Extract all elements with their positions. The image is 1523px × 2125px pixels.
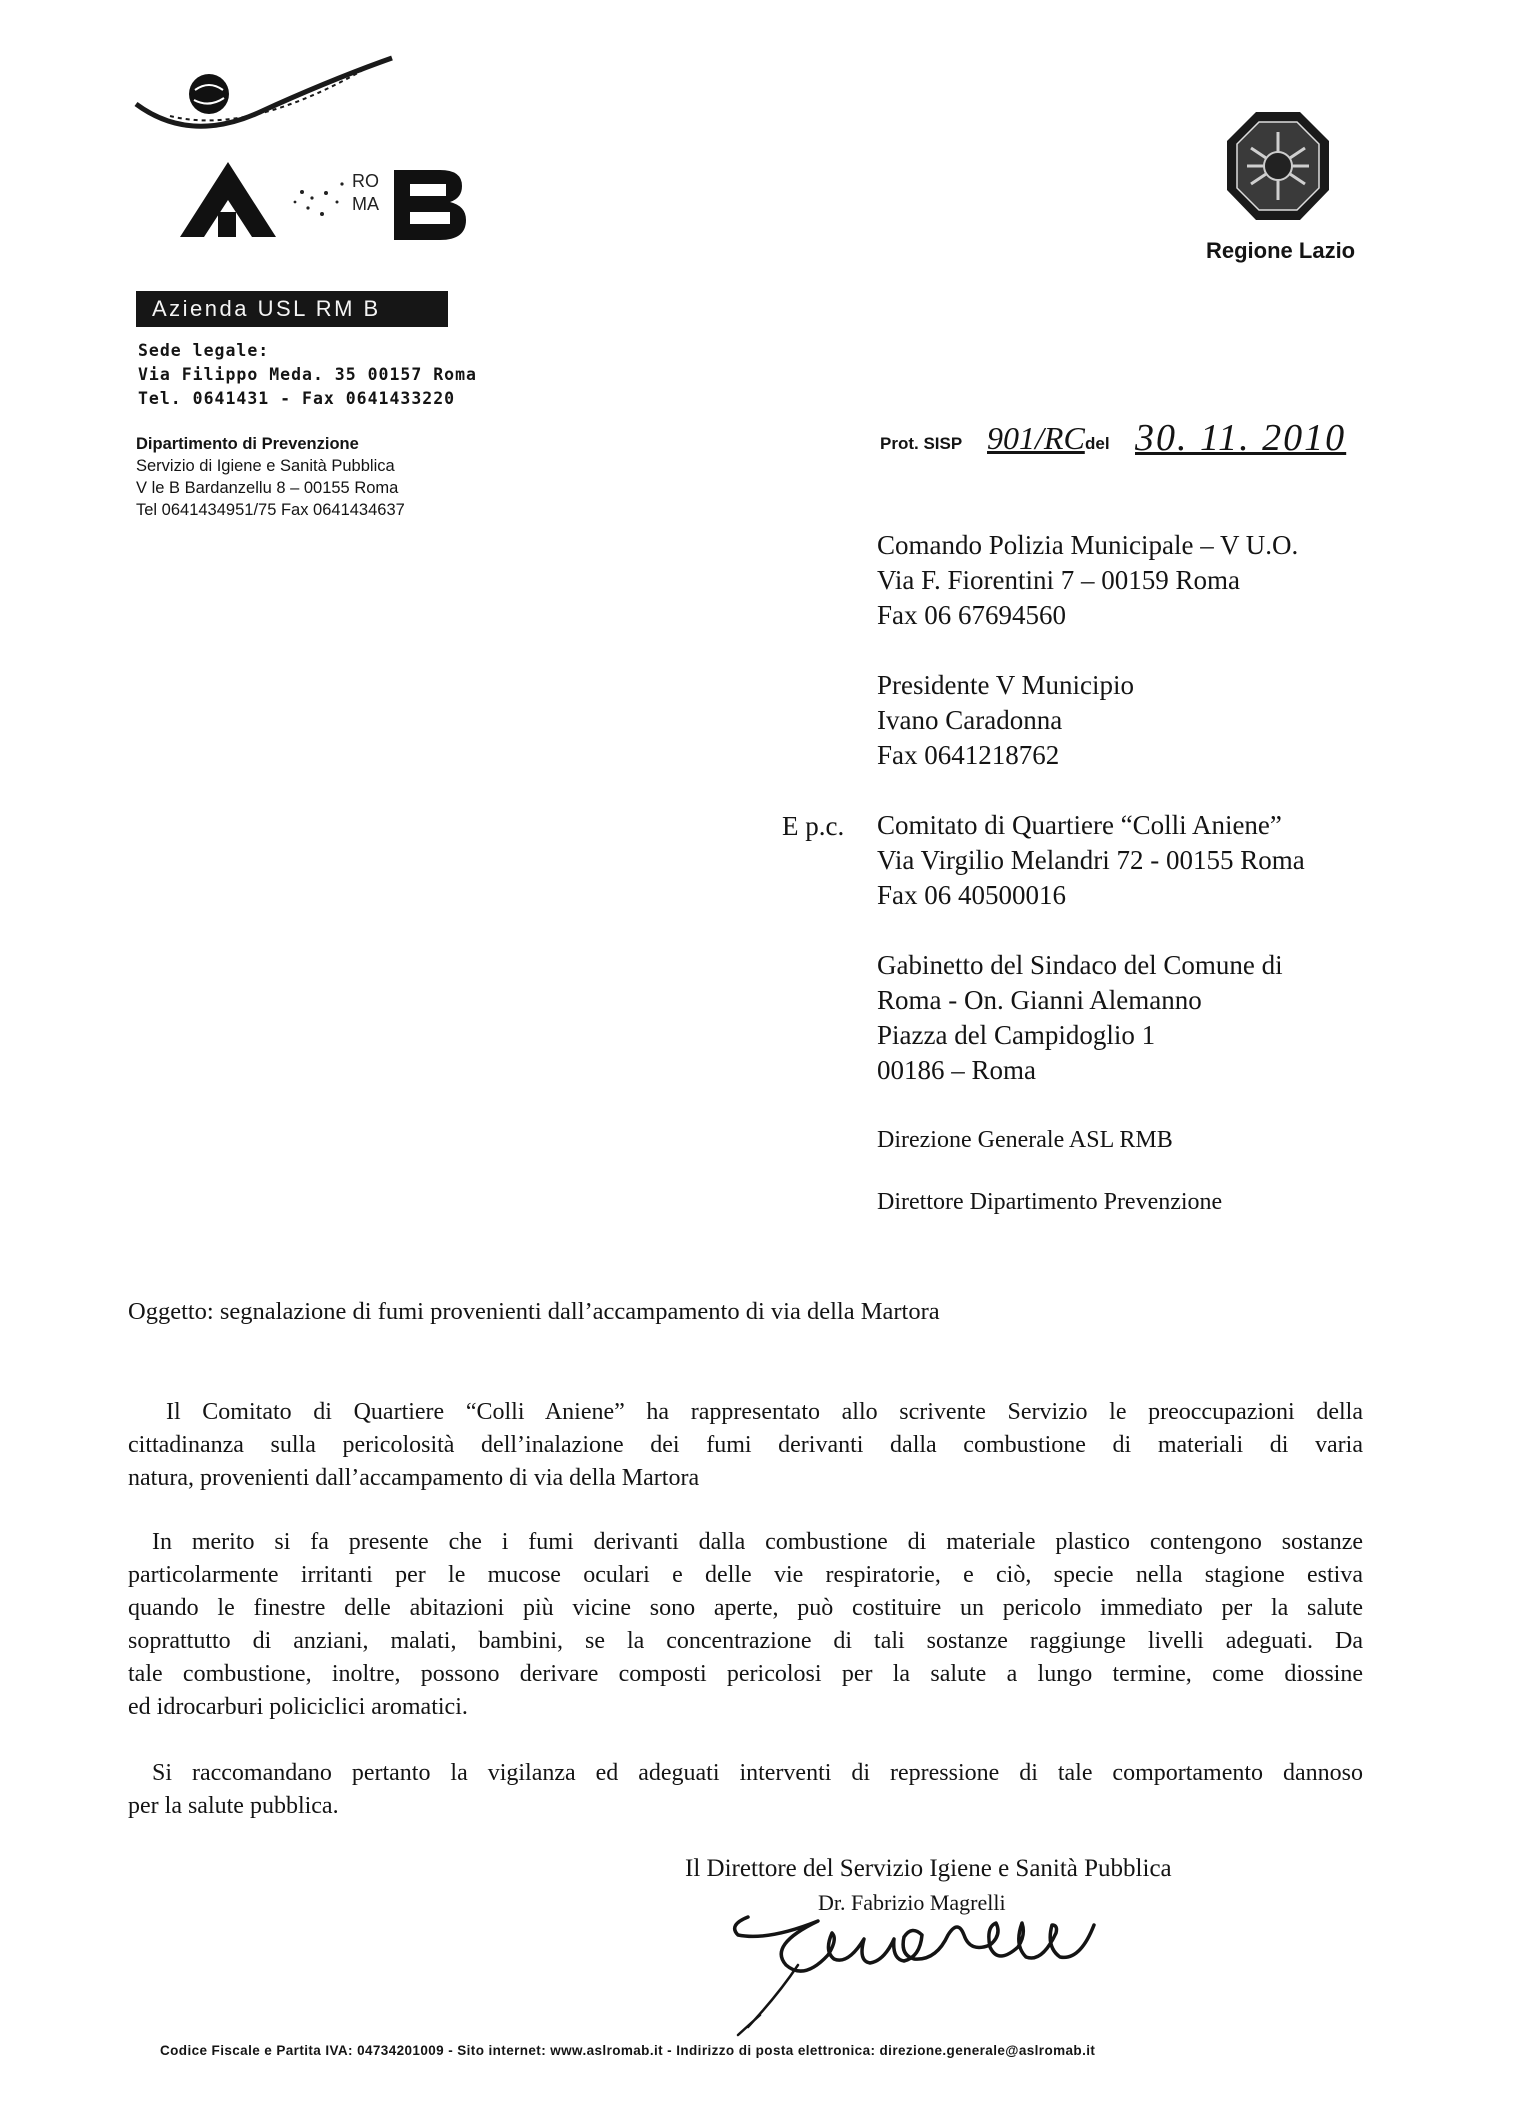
- recipient-gabinetto: [877, 948, 1305, 1088]
- department-phone: Tel 0641434951/75 Fax 0641434637: [136, 501, 405, 519]
- footer-fiscal-info: Codice Fiscale e Partita IVA: 04734201009 - Sito internet: www.aslromab.it - Indirizzo di posta elettronica: direzione.generale@aslromab.it: [160, 2043, 1096, 2058]
- recipient-line: Fax 06 40500016: [877, 880, 1066, 910]
- signatory-name: Dr. Fabrizio Magrelli: [818, 1890, 1006, 1915]
- regione-lazio-emblem: [1223, 108, 1333, 228]
- recipient-line: Direttore Dipartimento Prevenzione: [877, 1189, 1223, 1215]
- recipient-line: Gabinetto del Sindaco del Comune di: [877, 950, 1283, 980]
- sede-label: Sede legale:: [138, 341, 270, 360]
- recipient-line: Roma - On. Gianni Alemanno: [877, 985, 1202, 1015]
- body-line: cittadinanza sulla pericolosità dell’inalazione dei fumi derivanti dalla combustione di materiali di varia: [128, 1432, 1363, 1458]
- protocol-del-label: del: [1085, 434, 1110, 453]
- protocol-date: 30. 11. 2010: [1135, 417, 1347, 459]
- brand-bar: Azienda USL RM B: [136, 291, 448, 327]
- sede-address: Via Filippo Meda. 35 00157 Roma: [138, 365, 477, 384]
- department-name: Dipartimento di Prevenzione: [136, 435, 359, 453]
- recipients: [877, 528, 1305, 1255]
- recipient-line: Fax 0641218762: [877, 740, 1060, 770]
- sede-phone: Tel. 0641431 - Fax 0641433220: [138, 389, 456, 408]
- body-line: Il Comitato di Quartiere “Colli Aniene” ha rappresentato allo scrivente Servizio le preoccupazioni della: [166, 1399, 1363, 1425]
- recipient-line: Ivano Caradonna: [877, 705, 1063, 735]
- service-name: Servizio di Igiene e Sanità Pubblica: [136, 457, 395, 475]
- body-line: ed idrocarburi policiclici aromatici.: [128, 1694, 468, 1720]
- recipient-line: Presidente V Municipio: [877, 670, 1134, 700]
- recipient-line: Via Virgilio Melandri 72 - 00155 Roma: [877, 845, 1305, 875]
- signatory-title: Il Direttore del Servizio Igiene e Sanità Pubblica: [685, 1855, 1172, 1882]
- department-block: [136, 433, 405, 521]
- recipient-line: Direzione Generale ASL RMB: [877, 1127, 1173, 1153]
- region-label: Regione Lazio: [1206, 238, 1356, 263]
- recipient-direttore: [877, 1185, 1305, 1220]
- recipient-line: Comando Polizia Municipale – V U.O.: [877, 530, 1299, 560]
- body-line: soprattutto di anziani, malati, bambini, se la concentrazione di tali sostanze raggiunge livelli adeguati. Da: [128, 1628, 1363, 1654]
- department-address: V le B Bardanzellu 8 – 00155 Roma: [136, 479, 399, 497]
- recipient-comitato: [877, 808, 1305, 913]
- body-line: particolarmente irritanti per le mucose oculari e delle vie respiratorie, e ciò, specie nella stagione estiva: [128, 1562, 1363, 1588]
- body-line: per la salute pubblica.: [128, 1793, 339, 1819]
- recipient-presidente: [877, 668, 1305, 773]
- body-line: natura, provenienti dall’accampamento di via della Martora: [128, 1465, 700, 1491]
- logo-ma: MA: [352, 194, 379, 214]
- body-paragraph-2: [128, 1526, 1363, 1724]
- epc-label: E p.c.: [782, 811, 845, 841]
- recipient-direzione: [877, 1123, 1305, 1158]
- body-line: tale combustione, inoltre, possono derivare composti pericolosi per la salute a lungo termine, come diossine: [128, 1661, 1363, 1687]
- recipient-line: Comitato di Quartiere “Colli Aniene”: [877, 810, 1282, 840]
- sede-legale: [138, 339, 477, 411]
- logo-ro: RO: [352, 171, 379, 191]
- subject-line: Oggetto: segnalazione di fumi provenienti dall’accampamento di via della Martora: [128, 1298, 940, 1325]
- body-line: In merito si fa presente che i fumi derivanti dalla combustione di materiale plastico contengono sostanze: [152, 1529, 1363, 1555]
- recipient-line: Via F. Fiorentini 7 – 00159 Roma: [877, 565, 1240, 595]
- recipient-line: Fax 06 67694560: [877, 600, 1066, 630]
- recipient-line: 00186 – Roma: [877, 1055, 1036, 1085]
- asl-rm-b-logo: [130, 52, 530, 252]
- protocol-label: Prot. SISP: [880, 434, 963, 453]
- body-line: Si raccomandano pertanto la vigilanza ed adeguati interventi di repressione di tale comportamento dannoso: [152, 1760, 1363, 1786]
- body-paragraph-3: [128, 1757, 1363, 1823]
- handwritten-signature: [708, 1895, 1168, 2045]
- recipient-line: Piazza del Campidoglio 1: [877, 1020, 1156, 1050]
- recipient-polizia: [877, 528, 1305, 633]
- body-line: quando le finestre delle abitazioni più vicine sono aperte, può costituire un pericolo immediato per la salute: [128, 1595, 1363, 1621]
- protocol-number: 901/RC: [987, 420, 1085, 456]
- body-paragraph-1: [128, 1396, 1363, 1495]
